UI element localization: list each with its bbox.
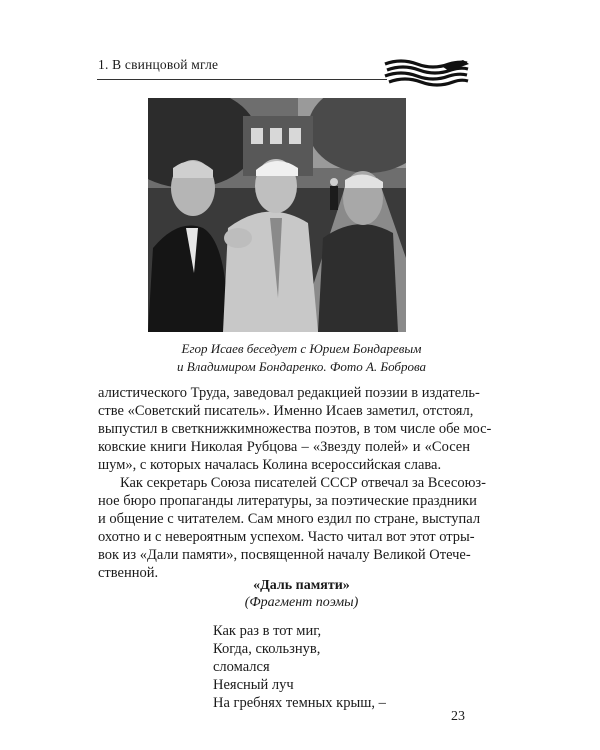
photo-caption-line-1: Егор Исаев беседует с Юрием Бондаревым: [181, 341, 422, 356]
body-line: алистического Труда, заведовал редакцией поэзии в издатель-: [98, 385, 480, 401]
body-line: ственной.: [98, 565, 159, 581]
page-number: 23: [451, 709, 465, 724]
ribbon-ornament: [383, 58, 469, 88]
body-line: выпустил в светкнижкимножества поэтов, в том числе обе мос-: [98, 421, 492, 437]
body-line: охотно и с невероятным успехом. Часто читал вот этот отры-: [98, 529, 475, 545]
header-rule: [97, 79, 387, 80]
body-line: шум», с которых началась Колина всероссийская слава.: [98, 457, 442, 473]
body-line: ное бюро пропаганды литературы, за поэтические праздники: [98, 493, 477, 509]
poem-title: «Даль памяти»: [253, 578, 350, 593]
poem-verse: Когда, скользнув,: [213, 641, 321, 657]
photograph: [148, 98, 406, 332]
poem-verse: Неясный луч: [213, 677, 294, 693]
poem-verse: Как раз в тот миг,: [213, 623, 322, 639]
running-head: 1. В свинцовой мгле: [98, 57, 219, 72]
body-line: и общение с читателем. Сам много ездил по стране, выступал: [98, 511, 481, 527]
body-line: стве «Советский писатель». Именно Исаев заметил, отстоял,: [98, 403, 474, 419]
photo-caption-line-2: и Владимиром Бондаренко. Фото А. Боброва: [176, 359, 427, 374]
poem-subtitle: (Фрагмент поэмы): [244, 595, 359, 610]
poem-verse: сломался: [213, 659, 270, 675]
body-line: Как секретарь Союза писателей СССР отвечал за Всесоюз-: [120, 475, 486, 491]
body-line: вок из «Дали памяти», посвященной началу Великой Отече-: [98, 547, 471, 563]
poem-verse: На гребнях темных крыш, –: [213, 695, 386, 711]
body-line: ковские книги Николая Рубцова – «Звезду полей» и «Сосен: [98, 439, 470, 455]
